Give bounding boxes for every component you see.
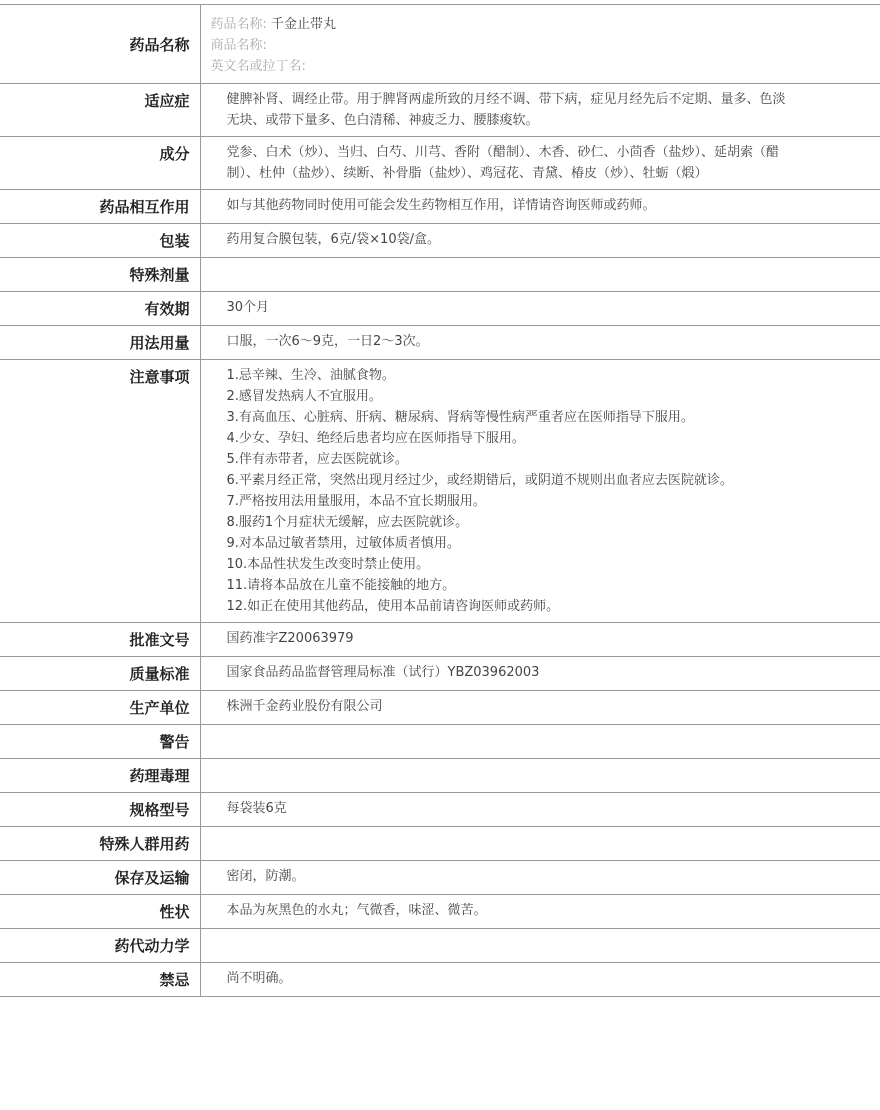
- row-packaging: [0, 224, 880, 258]
- packaging-label: 包装: [0, 224, 200, 258]
- trade-name-line: [211, 35, 880, 56]
- description-value: 本品为灰黑色的水丸；气微香，味涩、微苦。: [226, 903, 487, 918]
- row-approval-number: [0, 623, 880, 657]
- pharmacology-value: [200, 759, 880, 793]
- quality-standard-label: 质量标准: [0, 657, 200, 691]
- row-pharmacology: [0, 759, 880, 793]
- trade-name-label: 商品名称:: [210, 38, 267, 53]
- special-dosage-value: [200, 258, 880, 292]
- row-interactions: [0, 190, 880, 224]
- pharmacokinetics-value: [200, 929, 880, 963]
- description-label: 性状: [0, 895, 200, 929]
- contraindications-label: 禁忌: [0, 963, 200, 997]
- indications-value: 健脾补肾、调经止带。用于脾肾两虚所致的月经不调、带下病，症见月经先后不定期、量多、色淡无块、或带下量多、色白清稀、神疲乏力、腰膝痠软。: [226, 92, 786, 128]
- drug-name-values: [200, 5, 880, 84]
- interactions-label: 药品相互作用: [0, 190, 200, 224]
- row-description: [0, 895, 880, 929]
- precaution-item: 3.有高血压、心脏病、肝病、糖尿病、肾病等慢性病严重者应在医师指导下服用。: [226, 410, 694, 425]
- row-contraindications: [0, 963, 880, 997]
- indications-label: 适应症: [0, 84, 200, 137]
- manufacturer-label: 生产单位: [0, 691, 200, 725]
- precaution-item: 12.如正在使用其他药品，使用本品前请咨询医师或药师。: [226, 599, 560, 614]
- precaution-item: 11.请将本品放在儿童不能接触的地方。: [226, 578, 456, 593]
- specification-label: 规格型号: [0, 793, 200, 827]
- row-quality-standard: [0, 657, 880, 691]
- row-drug-name: [0, 5, 880, 84]
- drug-spec-table: [0, 4, 880, 997]
- row-special-population: [0, 827, 880, 861]
- pharmacology-label: 药理毒理: [0, 759, 200, 793]
- ingredients-value: 党参、白术（炒）、当归、白芍、川芎、香附（醋制）、木香、砂仁、小茴香（盐炒）、延胡索（醋制）、杜仲（盐炒）、续断、补骨脂（盐炒）、鸡冠花、青黛、椿皮（炒）、牡蛎（煅）: [226, 145, 780, 181]
- approval-number-label: 批准文号: [0, 623, 200, 657]
- precaution-item: 1.忌辛辣、生冷、油腻食物。: [226, 368, 395, 383]
- precaution-item: 2.感冒发热病人不宜服用。: [226, 389, 382, 404]
- drug-name-label: 药品名称: [0, 5, 200, 84]
- precaution-item: 9.对本品过敏者禁用，过敏体质者慎用。: [226, 536, 460, 551]
- precaution-item: 8.服药1个月症状无缓解，应去医院就诊。: [226, 515, 469, 530]
- special-dosage-label: 特殊剂量: [0, 258, 200, 292]
- row-pharmacokinetics: [0, 929, 880, 963]
- special-population-label: 特殊人群用药: [0, 827, 200, 861]
- row-precautions: [0, 360, 880, 623]
- precaution-item: 7.严格按用法用量服用，本品不宜长期服用。: [226, 494, 486, 509]
- row-specification: [0, 793, 880, 827]
- row-manufacturer: [0, 691, 880, 725]
- generic-name-label: 药品名称:: [210, 17, 267, 32]
- storage-label: 保存及运输: [0, 861, 200, 895]
- generic-name-value: 千金止带丸: [271, 17, 337, 32]
- row-shelf-life: [0, 292, 880, 326]
- latin-name-label: 英文名或拉丁名:: [210, 59, 306, 74]
- row-usage: [0, 326, 880, 360]
- row-ingredients: [0, 137, 880, 190]
- generic-name-line: [211, 14, 880, 35]
- manufacturer-value: 株洲千金药业股份有限公司: [226, 699, 383, 714]
- packaging-value: 药用复合膜包装，6克/袋×10袋/盒。: [226, 232, 440, 247]
- pharmacokinetics-label: 药代动力学: [0, 929, 200, 963]
- usage-label: 用法用量: [0, 326, 200, 360]
- contraindications-value: 尚不明确。: [226, 971, 292, 986]
- shelf-life-value: 30个月: [226, 300, 270, 315]
- precautions-list: [200, 360, 880, 623]
- latin-name-line: [211, 56, 880, 77]
- row-special-dosage: [0, 258, 880, 292]
- row-warning: [0, 725, 880, 759]
- warning-value: [200, 725, 880, 759]
- approval-number-value: 国药准字Z20063979: [226, 631, 354, 646]
- precautions-label: 注意事项: [0, 360, 200, 623]
- interactions-value: 如与其他药物同时使用可能会发生药物相互作用，详情请咨询医师或药师。: [226, 198, 656, 213]
- row-storage: [0, 861, 880, 895]
- warning-label: 警告: [0, 725, 200, 759]
- usage-value: 口服，一次6～9克，一日2～3次。: [226, 334, 429, 349]
- quality-standard-value: 国家食品药品监督管理局标准（试行）YBZ03962003: [226, 665, 540, 680]
- specification-value: 每袋装6克: [226, 801, 287, 816]
- row-indications: [0, 84, 880, 137]
- special-population-value: [200, 827, 880, 861]
- shelf-life-label: 有效期: [0, 292, 200, 326]
- storage-value: 密闭，防潮。: [226, 869, 305, 884]
- precaution-item: 6.平素月经正常，突然出现月经过少，或经期错后，或阴道不规则出血者应去医院就诊。: [226, 473, 733, 488]
- ingredients-label: 成分: [0, 137, 200, 190]
- precaution-item: 10.本品性状发生改变时禁止使用。: [226, 557, 430, 572]
- precaution-item: 5.伴有赤带者，应去医院就诊。: [226, 452, 408, 467]
- precaution-item: 4.少女、孕妇、绝经后患者均应在医师指导下服用。: [226, 431, 525, 446]
